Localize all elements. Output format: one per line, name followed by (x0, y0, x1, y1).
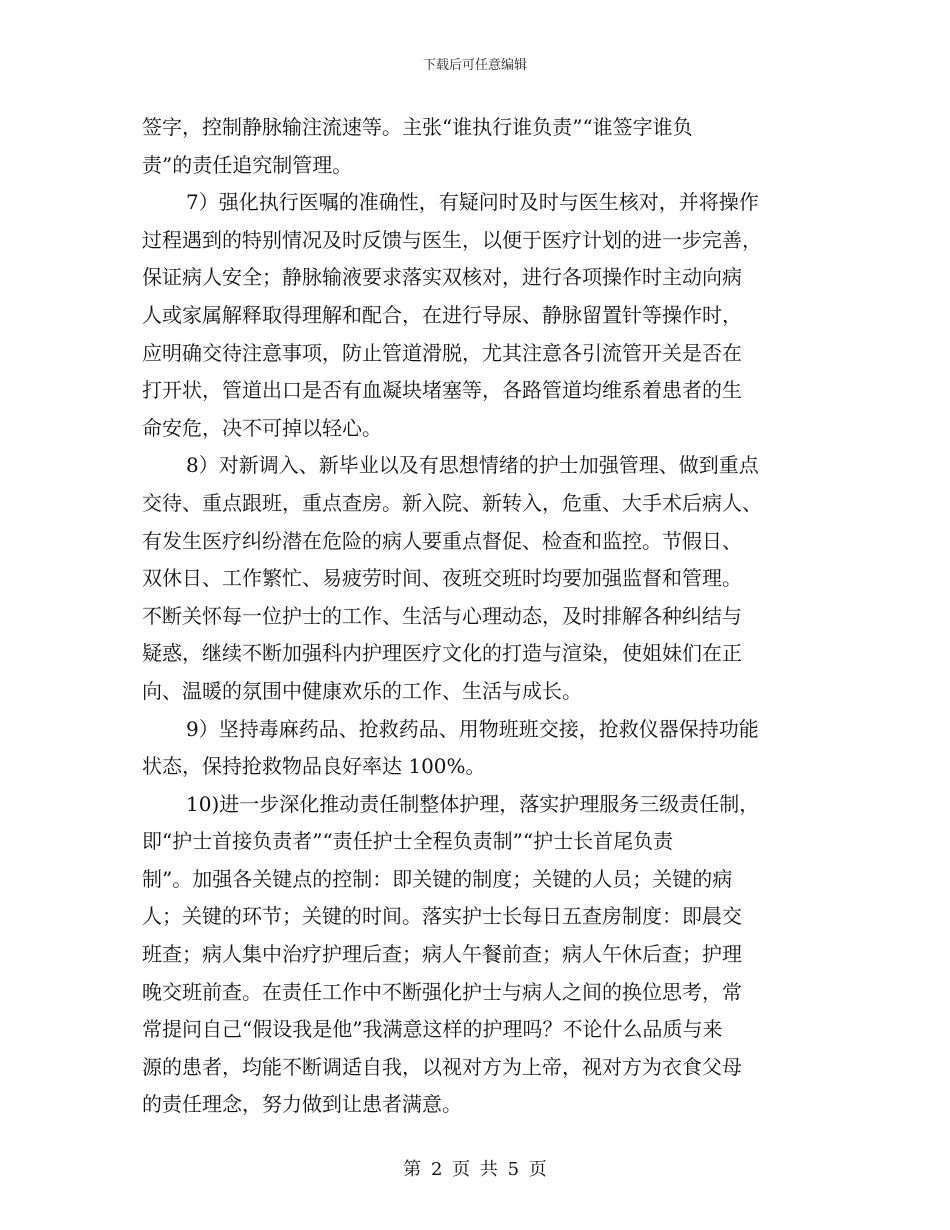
page-footer: 第 2 页 共 5 页 (403, 1159, 547, 1180)
body-text-line: 保证病人安全；静脉输液要求落实双核对，进行各项操作时主动向病 (142, 265, 742, 290)
body-text-line: 命安危，决不可掉以轻心。 (142, 415, 382, 440)
body-text-line: 有发生医疗纠纷潜在危险的病人要重点督促、检查和监控。节假日、 (142, 528, 742, 553)
body-text-line: 7）强化执行医嘱的准确性，有疑问时及时与医生核对，并将操作 (186, 190, 759, 215)
body-text-line: 即“护士首接负责者”“责任护士全程负责制”“护士长首尾负责 (142, 829, 674, 854)
document-body (142, 109, 814, 1124)
body-text-line: 状态，保持抢救物品良好率达 100%。 (142, 754, 486, 779)
body-text-line: 的责任理念，努力做到让患者满意。 (142, 1092, 462, 1117)
body-text-line: 疑惑，继续不断加强科内护理医疗文化的打造与渲染，使姐妹们在正 (142, 641, 742, 666)
body-text-line: 10)进一步深化推动责任制整体护理，落实护理服务三级责任制， (186, 791, 760, 816)
body-text-line: 责”的责任追究制管理。 (142, 152, 353, 177)
body-text-line: 交待、重点跟班，重点查房。新入院、新转入，危重、大手术后病人、 (142, 490, 762, 515)
body-text-line: 8）对新调入、新毕业以及有思想情绪的护士加强管理、做到重点 (186, 453, 759, 478)
body-text-line: 向、温暖的氛围中健康欢乐的工作、生活与成长。 (142, 678, 582, 703)
body-text-line: 源的患者，均能不断调适自我，以视对方为上帝，视对方为衣食父母 (142, 1054, 742, 1079)
body-text-line: 9）坚持毒麻药品、抢救药品、用物班班交接，抢救仪器保持功能 (186, 716, 759, 741)
page-header: 下载后可任意编辑 (422, 58, 527, 73)
body-text-line: 过程遇到的特别情况及时反馈与医生，以便于医疗计划的进一步完善， (142, 227, 762, 252)
body-text-line: 双休日、工作繁忙、易疲劳时间、夜班交班时均要加强监督和管理。 (142, 566, 742, 591)
body-text-line: 打开状，管道出口是否有血凝块堵塞等，各路管道均维系着患者的生 (142, 378, 742, 403)
body-text-line: 制”。加强各关键点的控制：即关键的制度；关键的人员；关键的病 (142, 866, 733, 891)
body-text-line: 人或家属解释取得理解和配合，在进行导尿、静脉留置针等操作时， (142, 302, 742, 327)
body-text-line: 人；关键的环节；关键的时间。落实护士长每日五查房制度：即晨交 (142, 904, 742, 929)
body-text-line: 应明确交待注意事项，防止管道滑脱，尤其注意各引流管开关是否在 (142, 340, 742, 365)
body-text-line: 不断关怀每一位护士的工作、生活与心理动态，及时排解各种纠结与 (142, 603, 742, 628)
body-text-line: 班查；病人集中治疗护理后查；病人午餐前查；病人午休后查；护理 (142, 942, 742, 967)
body-text-line: 常提问自己“假设我是他”我满意这样的护理吗？不论什么品质与来 (142, 1017, 723, 1042)
body-text-line: 晚交班前查。在责任工作中不断强化护士与病人之间的换位思考，常 (142, 979, 742, 1004)
body-text-line: 签字，控制静脉输注流速等。主张“谁执行谁负责”“谁签字谁负 (142, 115, 693, 139)
